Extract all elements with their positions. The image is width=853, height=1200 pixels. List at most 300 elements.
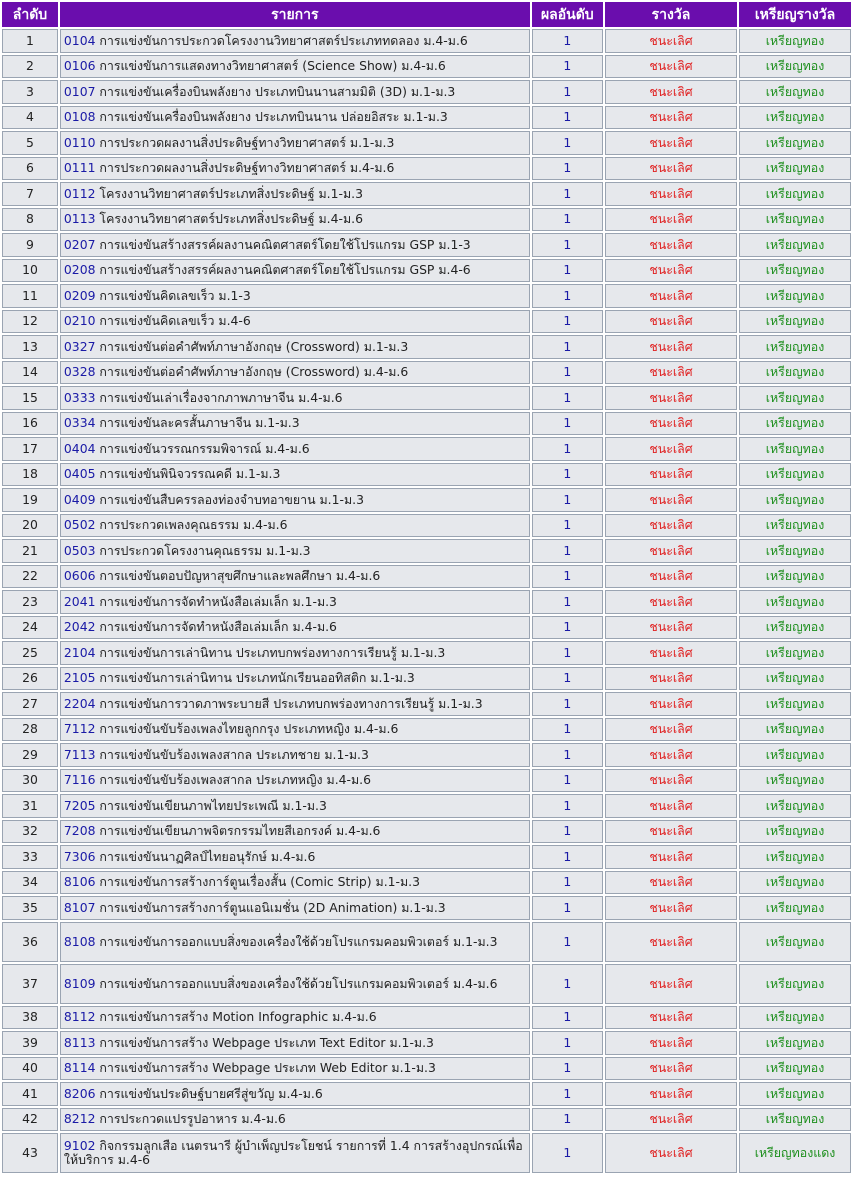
rank-value: 1	[532, 590, 603, 614]
medal-value: เหรียญทอง	[739, 335, 851, 359]
medal-value: เหรียญทอง	[739, 1108, 851, 1132]
award-value: ชนะเลิศ	[605, 55, 737, 79]
medal-value: เหรียญทอง	[739, 233, 851, 257]
award-value: ชนะเลิศ	[605, 208, 737, 232]
medal-value: เหรียญทอง	[739, 182, 851, 206]
competition-name: การประกวดผลงานสิ่งประดิษฐ์ทางวิทยาศาสตร์ ม.4-ม.6	[99, 160, 395, 176]
award-value: ชนะเลิศ	[605, 259, 737, 283]
competition-code-link[interactable]: 8106	[63, 874, 96, 890]
row-number: 43	[2, 1133, 58, 1173]
award-value: ชนะเลิศ	[605, 820, 737, 844]
competition-name: การประกวดโครงงานคุณธรรม ม.1-ม.3	[99, 542, 311, 558]
rank-value: 1	[532, 335, 603, 359]
medal-value: เหรียญทอง	[739, 616, 851, 640]
award-value: ชนะเลิศ	[605, 743, 737, 767]
medal-value: เหรียญทอง	[739, 80, 851, 104]
competition-code-link[interactable]: 8107	[63, 899, 96, 915]
competition-code-link[interactable]: 0104	[63, 32, 96, 48]
rank-value: 1	[532, 871, 603, 895]
award-value: ชนะเลิศ	[605, 131, 737, 155]
row-number: 42	[2, 1108, 58, 1132]
table-row	[2, 361, 851, 385]
table-row	[2, 233, 851, 257]
competition-item	[60, 845, 530, 869]
row-number: 30	[2, 769, 58, 793]
table-row	[2, 896, 851, 920]
rank-value: 1	[532, 718, 603, 742]
competition-code-link[interactable]: 8112	[63, 1009, 96, 1025]
table-row	[2, 182, 851, 206]
competition-item	[60, 616, 530, 640]
competition-item	[60, 182, 530, 206]
row-number: 29	[2, 743, 58, 767]
award-value: ชนะเลิศ	[605, 437, 737, 461]
competition-name: การแข่งขันการสร้างการ์ตูนเรื่องสั้น (Comic Strip) ม.1-ม.3	[99, 874, 420, 890]
award-value: ชนะเลิศ	[605, 310, 737, 334]
rank-value: 1	[532, 55, 603, 79]
competition-code-link[interactable]: 0106	[63, 58, 96, 74]
rank-value: 1	[532, 1006, 603, 1030]
medal-value: เหรียญทอง	[739, 692, 851, 716]
medal-value: เหรียญทอง	[739, 284, 851, 308]
competition-name: การแข่งขันการเล่านิทาน ประเภทนักเรียนออทิสติก ม.1-ม.3	[99, 670, 415, 686]
rank-value: 1	[532, 361, 603, 385]
row-number: 9	[2, 233, 58, 257]
competition-name: การแข่งขันเครื่องบินพลังยาง ประเภทบินนาน ปล่อยอิสระ ม.1-ม.3	[99, 109, 448, 125]
competition-code-link[interactable]: 8108	[63, 933, 96, 949]
competition-code-link[interactable]: 0606	[63, 568, 96, 584]
competition-name: การแข่งขันการสร้าง Webpage ประเภท Web Editor ม.1-ม.3	[99, 1060, 436, 1076]
competition-name: การแข่งขันคิดเลขเร็ว ม.4-6	[99, 313, 251, 329]
competition-code-link[interactable]: 0502	[63, 517, 96, 533]
header-medal: เหรียญรางวัล	[739, 2, 851, 27]
row-number: 11	[2, 284, 58, 308]
table-row	[2, 106, 851, 130]
competition-code-link[interactable]: 2042	[63, 619, 96, 635]
competition-item	[60, 361, 530, 385]
rank-value: 1	[532, 514, 603, 538]
rank-value: 1	[532, 1031, 603, 1055]
competition-item	[60, 106, 530, 130]
row-number: 18	[2, 463, 58, 487]
table-row	[2, 1133, 851, 1173]
medal-value: เหรียญทอง	[739, 208, 851, 232]
row-number: 36	[2, 922, 58, 962]
row-number: 22	[2, 565, 58, 589]
award-value: ชนะเลิศ	[605, 463, 737, 487]
row-number: 31	[2, 794, 58, 818]
row-number: 21	[2, 539, 58, 563]
award-value: ชนะเลิศ	[605, 412, 737, 436]
row-number: 32	[2, 820, 58, 844]
table-row	[2, 743, 851, 767]
row-number: 3	[2, 80, 58, 104]
competition-code-link[interactable]: 7208	[63, 823, 96, 839]
table-row	[2, 718, 851, 742]
rank-value: 1	[532, 386, 603, 410]
competition-name: การแข่งขันการออกแบบสิ่งของเครื่องใช้ด้วยโปรแกรมคอมพิวเตอร์ ม.4-ม.6	[99, 975, 498, 991]
medal-value: เหรียญทอง	[739, 769, 851, 793]
competition-name: การแข่งขันสร้างสรรค์ผลงานคณิตศาสตร์โดยใช้โปรแกรม GSP ม.1-3	[99, 236, 471, 252]
competition-item	[60, 29, 530, 53]
award-value: ชนะเลิศ	[605, 616, 737, 640]
award-value: ชนะเลิศ	[605, 871, 737, 895]
award-value: ชนะเลิศ	[605, 29, 737, 53]
medal-value: เหรียญทอง	[739, 412, 851, 436]
medal-value: เหรียญทอง	[739, 131, 851, 155]
row-number: 12	[2, 310, 58, 334]
table-row	[2, 259, 851, 283]
competition-code-link[interactable]: 0113	[63, 211, 96, 227]
award-value: ชนะเลิศ	[605, 718, 737, 742]
rank-value: 1	[532, 80, 603, 104]
competition-name: การประกวดแปรรูปอาหาร ม.4-ม.6	[99, 1111, 286, 1127]
table-header-row	[2, 2, 851, 27]
award-value: ชนะเลิศ	[605, 1006, 737, 1030]
table-row	[2, 769, 851, 793]
table-row	[2, 1006, 851, 1030]
table-row	[2, 412, 851, 436]
competition-name: การแข่งขันเครื่องบินพลังยาง ประเภทบินนานสามมิติ (3D) ม.1-ม.3	[99, 83, 456, 99]
rank-value: 1	[532, 794, 603, 818]
award-value: ชนะเลิศ	[605, 361, 737, 385]
competition-code-link[interactable]: 0328	[63, 364, 96, 380]
competition-name: การแข่งขันสืบครรลองท่องจำบทอาขยาน ม.1-ม.3	[99, 491, 364, 507]
medal-value: เหรียญทอง	[739, 667, 851, 691]
row-number: 23	[2, 590, 58, 614]
medal-value: เหรียญทอง	[739, 718, 851, 742]
competition-item	[60, 1108, 530, 1132]
row-number: 24	[2, 616, 58, 640]
competition-name: การแข่งขันเขียนภาพจิตรกรรมไทยสีเอกรงค์ ม.4-ม.6	[99, 823, 381, 839]
competition-code-link[interactable]: 7205	[63, 797, 96, 813]
medal-value: เหรียญทอง	[739, 1057, 851, 1081]
table-row	[2, 1108, 851, 1132]
competition-code-link[interactable]: 2104	[63, 644, 96, 660]
table-row	[2, 590, 851, 614]
competition-name: การแข่งขันสร้างสรรค์ผลงานคณิตศาสตร์โดยใช้โปรแกรม GSP ม.4-6	[99, 262, 471, 278]
row-number: 6	[2, 157, 58, 181]
row-number: 35	[2, 896, 58, 920]
competition-code-link[interactable]: 8206	[63, 1085, 96, 1101]
award-value: ชนะเลิศ	[605, 922, 737, 962]
rank-value: 1	[532, 667, 603, 691]
competition-code-link[interactable]: 8113	[63, 1034, 96, 1050]
row-number: 5	[2, 131, 58, 155]
table-body	[2, 29, 851, 1173]
competition-name: การแข่งขันวรรณกรรมพิจารณ์ ม.4-ม.6	[99, 440, 310, 456]
medal-value: เหรียญทอง	[739, 259, 851, 283]
award-value: ชนะเลิศ	[605, 233, 737, 257]
row-number: 4	[2, 106, 58, 130]
competition-item	[60, 386, 530, 410]
competition-item	[60, 565, 530, 589]
table-row	[2, 871, 851, 895]
competition-name: การแข่งขันการสร้าง Webpage ประเภท Text Editor ม.1-ม.3	[99, 1034, 434, 1050]
competition-item	[60, 539, 530, 563]
medal-value: เหรียญทอง	[739, 590, 851, 614]
row-number: 33	[2, 845, 58, 869]
competition-name: กิจกรรมลูกเสือ เนตรนารี ผู้บำเพ็ญประโยชน์ รายการที่ 1.4 การสร้างอุปกรณ์เพื่อให้บริการ ม.4-6	[63, 1138, 523, 1167]
award-value: ชนะเลิศ	[605, 80, 737, 104]
competition-name: โครงงานวิทยาศาสตร์ประเภทสิ่งประดิษฐ์ ม.4-ม.6	[99, 211, 363, 227]
competition-code-link[interactable]: 0208	[63, 262, 96, 278]
competition-code-link[interactable]: 7116	[63, 772, 96, 788]
award-value: ชนะเลิศ	[605, 896, 737, 920]
row-number: 26	[2, 667, 58, 691]
medal-value: เหรียญทอง	[739, 539, 851, 563]
award-value: ชนะเลิศ	[605, 386, 737, 410]
rank-value: 1	[532, 692, 603, 716]
rank-value: 1	[532, 29, 603, 53]
row-number: 40	[2, 1057, 58, 1081]
award-value: ชนะเลิศ	[605, 539, 737, 563]
competition-code-link[interactable]: 7113	[63, 746, 96, 762]
competition-item	[60, 692, 530, 716]
medal-value: เหรียญทอง	[739, 463, 851, 487]
rank-value: 1	[532, 743, 603, 767]
row-number: 16	[2, 412, 58, 436]
competition-code-link[interactable]: 0405	[63, 466, 96, 482]
award-value: ชนะเลิศ	[605, 335, 737, 359]
award-value: ชนะเลิศ	[605, 514, 737, 538]
competition-item	[60, 769, 530, 793]
table-row	[2, 131, 851, 155]
table-row	[2, 922, 851, 962]
table-row	[2, 386, 851, 410]
award-value: ชนะเลิศ	[605, 1082, 737, 1106]
competition-code-link[interactable]: 2105	[63, 670, 96, 686]
medal-value: เหรียญทอง	[739, 310, 851, 334]
row-number: 8	[2, 208, 58, 232]
competition-name: การแข่งขันขับร้องเพลงไทยลูกกรุง ประเภทหญิง ม.4-ม.6	[99, 721, 399, 737]
competition-code-link[interactable]: 2041	[63, 593, 96, 609]
competition-item	[60, 335, 530, 359]
competition-code-link[interactable]: 0110	[63, 134, 96, 150]
award-value: ชนะเลิศ	[605, 590, 737, 614]
competition-name: การแข่งขันต่อคำศัพท์ภาษาอังกฤษ (Crossword) ม.4-ม.6	[99, 364, 409, 380]
medal-value: เหรียญทอง	[739, 743, 851, 767]
rank-value: 1	[532, 208, 603, 232]
medal-value: เหรียญทอง	[739, 157, 851, 181]
rank-value: 1	[532, 284, 603, 308]
competition-code-link[interactable]: 7112	[63, 721, 96, 737]
table-row	[2, 29, 851, 53]
competition-item	[60, 964, 530, 1004]
competition-item	[60, 1006, 530, 1030]
medal-value: เหรียญทอง	[739, 106, 851, 130]
table-row	[2, 157, 851, 181]
rank-value: 1	[532, 1108, 603, 1132]
table-row	[2, 208, 851, 232]
competition-code-link[interactable]: 0108	[63, 109, 96, 125]
competition-code-link[interactable]: 0111	[63, 160, 96, 176]
competition-code-link[interactable]: 0334	[63, 415, 96, 431]
competition-name: การประกวดเพลงคุณธรรม ม.4-ม.6	[99, 517, 288, 533]
rank-value: 1	[532, 1133, 603, 1173]
medal-value: เหรียญทอง	[739, 55, 851, 79]
competition-code-link[interactable]: 8109	[63, 975, 96, 991]
table-row	[2, 463, 851, 487]
competition-item	[60, 718, 530, 742]
award-value: ชนะเลิศ	[605, 565, 737, 589]
competition-code-link[interactable]: 0327	[63, 338, 96, 354]
row-number: 2	[2, 55, 58, 79]
row-number: 38	[2, 1006, 58, 1030]
rank-value: 1	[532, 616, 603, 640]
table-row	[2, 488, 851, 512]
competition-code-link[interactable]: 0210	[63, 313, 96, 329]
competition-item	[60, 310, 530, 334]
medal-value: เหรียญทอง	[739, 641, 851, 665]
rank-value: 1	[532, 259, 603, 283]
table-row	[2, 310, 851, 334]
competition-code-link[interactable]: 0107	[63, 83, 96, 99]
medal-value: เหรียญทอง	[739, 794, 851, 818]
competition-code-link[interactable]: 0409	[63, 491, 96, 507]
competition-name: การแข่งขันขับร้องเพลงสากล ประเภทหญิง ม.4-ม.6	[99, 772, 371, 788]
competition-name: การแข่งขันเขียนภาพไทยประเพณี ม.1-ม.3	[99, 797, 327, 813]
competition-name: การแข่งขันเล่าเรื่องจากภาพภาษาจีน ม.4-ม.6	[99, 389, 343, 405]
rank-value: 1	[532, 845, 603, 869]
competition-name: การแข่งขันนาฏศิลป์ไทยอนุรักษ์ ม.4-ม.6	[99, 848, 316, 864]
competition-item	[60, 208, 530, 232]
competition-item	[60, 743, 530, 767]
competition-name: การแข่งขันการสร้างการ์ตูนแอนิเมชั่น (2D Animation) ม.1-ม.3	[99, 899, 446, 915]
competition-code-link[interactable]: 0209	[63, 287, 96, 303]
medal-value: เหรียญทอง	[739, 514, 851, 538]
row-number: 37	[2, 964, 58, 1004]
table-row	[2, 335, 851, 359]
competition-name: การแข่งขันการประกวดโครงงานวิทยาศาสตร์ประเภททดลอง ม.4-ม.6	[99, 32, 468, 48]
rank-value: 1	[532, 106, 603, 130]
award-value: ชนะเลิศ	[605, 488, 737, 512]
competition-item	[60, 437, 530, 461]
competition-name: การแข่งขันขับร้องเพลงสากล ประเภทชาย ม.1-ม.3	[99, 746, 369, 762]
competition-item	[60, 514, 530, 538]
award-value: ชนะเลิศ	[605, 284, 737, 308]
row-number: 27	[2, 692, 58, 716]
table-row	[2, 845, 851, 869]
competition-name: โครงงานวิทยาศาสตร์ประเภทสิ่งประดิษฐ์ ม.1-ม.3	[99, 185, 363, 201]
competition-name: การแข่งขันคิดเลขเร็ว ม.1-3	[99, 287, 251, 303]
table-row	[2, 1057, 851, 1081]
competition-item	[60, 259, 530, 283]
competition-code-link[interactable]: 8212	[63, 1111, 96, 1127]
medal-value: เหรียญทอง	[739, 437, 851, 461]
competition-item	[60, 412, 530, 436]
row-number: 19	[2, 488, 58, 512]
rank-value: 1	[532, 182, 603, 206]
rank-value: 1	[532, 488, 603, 512]
competition-code-link[interactable]: 0207	[63, 236, 96, 252]
row-number: 20	[2, 514, 58, 538]
row-number: 25	[2, 641, 58, 665]
competition-code-link[interactable]: 0333	[63, 389, 96, 405]
medal-value: เหรียญทอง	[739, 964, 851, 1004]
competition-item	[60, 1031, 530, 1055]
rank-value: 1	[532, 1082, 603, 1106]
competition-item	[60, 667, 530, 691]
header-no: ลำดับ	[2, 2, 58, 27]
competition-item	[60, 1057, 530, 1081]
competition-item	[60, 922, 530, 962]
competition-code-link[interactable]: 0503	[63, 542, 96, 558]
table-row	[2, 820, 851, 844]
rank-value: 1	[532, 820, 603, 844]
medal-value: เหรียญทองแดง	[739, 1133, 851, 1173]
rank-value: 1	[532, 922, 603, 962]
competition-name: การแข่งขันการเล่านิทาน ประเภทบกพร่องทางการเรียนรู้ ม.1-ม.3	[99, 644, 446, 660]
competition-code-link[interactable]: 2204	[63, 695, 96, 711]
competition-item	[60, 896, 530, 920]
competition-name: การแข่งขันตอบปัญหาสุขศึกษาและพลศึกษา ม.4-ม.6	[99, 568, 381, 584]
competition-item	[60, 463, 530, 487]
medal-value: เหรียญทอง	[739, 488, 851, 512]
row-number: 28	[2, 718, 58, 742]
award-value: ชนะเลิศ	[605, 964, 737, 1004]
rank-value: 1	[532, 964, 603, 1004]
competition-code-link[interactable]: 9102	[63, 1138, 96, 1153]
award-value: ชนะเลิศ	[605, 769, 737, 793]
medal-value: เหรียญทอง	[739, 386, 851, 410]
award-value: ชนะเลิศ	[605, 692, 737, 716]
rank-value: 1	[532, 157, 603, 181]
award-value: ชนะเลิศ	[605, 845, 737, 869]
competition-item	[60, 284, 530, 308]
award-value: ชนะเลิศ	[605, 667, 737, 691]
competition-item	[60, 820, 530, 844]
rank-value: 1	[532, 539, 603, 563]
medal-value: เหรียญทอง	[739, 896, 851, 920]
competition-name: การแข่งขันพินิจวรรณคดี ม.1-ม.3	[99, 466, 281, 482]
competition-name: การแข่งขันต่อคำศัพท์ภาษาอังกฤษ (Crossword) ม.1-ม.3	[99, 338, 409, 354]
medal-value: เหรียญทอง	[739, 871, 851, 895]
row-number: 13	[2, 335, 58, 359]
medal-value: เหรียญทอง	[739, 565, 851, 589]
competition-item	[60, 1082, 530, 1106]
competition-code-link[interactable]: 8114	[63, 1060, 96, 1076]
competition-item	[60, 488, 530, 512]
medal-value: เหรียญทอง	[739, 1082, 851, 1106]
medal-value: เหรียญทอง	[739, 845, 851, 869]
competition-item	[60, 131, 530, 155]
competition-name: การแข่งขันการออกแบบสิ่งของเครื่องใช้ด้วยโปรแกรมคอมพิวเตอร์ ม.1-ม.3	[99, 933, 498, 949]
row-number: 34	[2, 871, 58, 895]
competition-name: การแข่งขันการแสดงทางวิทยาศาสตร์ (Science Show) ม.4-ม.6	[99, 58, 446, 74]
medal-value: เหรียญทอง	[739, 29, 851, 53]
rank-value: 1	[532, 463, 603, 487]
medal-value: เหรียญทอง	[739, 922, 851, 962]
competition-name: การแข่งขันละครสั้นภาษาจีน ม.1-ม.3	[99, 415, 300, 431]
competition-code-link[interactable]: 7306	[63, 848, 96, 864]
rank-value: 1	[532, 437, 603, 461]
competition-name: การแข่งขันการวาดภาพระบายสี ประเภทบกพร่องทางการเรียนรู้ ม.1-ม.3	[99, 695, 483, 711]
award-value: ชนะเลิศ	[605, 641, 737, 665]
header-award: รางวัล	[605, 2, 737, 27]
competition-code-link[interactable]: 0112	[63, 185, 96, 201]
competition-name: การแข่งขันประดิษฐ์บายศรีสู่ขวัญ ม.4-ม.6	[99, 1085, 323, 1101]
header-rank: ผลอันดับ	[532, 2, 603, 27]
table-row	[2, 437, 851, 461]
header-item: รายการ	[60, 2, 530, 27]
competition-name: การแข่งขันการจัดทำหนังสือเล่มเล็ก ม.1-ม.3	[99, 593, 337, 609]
competition-code-link[interactable]: 0404	[63, 440, 96, 456]
rank-value: 1	[532, 310, 603, 334]
table-row	[2, 55, 851, 79]
competition-name: การประกวดผลงานสิ่งประดิษฐ์ทางวิทยาศาสตร์ ม.1-ม.3	[99, 134, 395, 150]
row-number: 39	[2, 1031, 58, 1055]
